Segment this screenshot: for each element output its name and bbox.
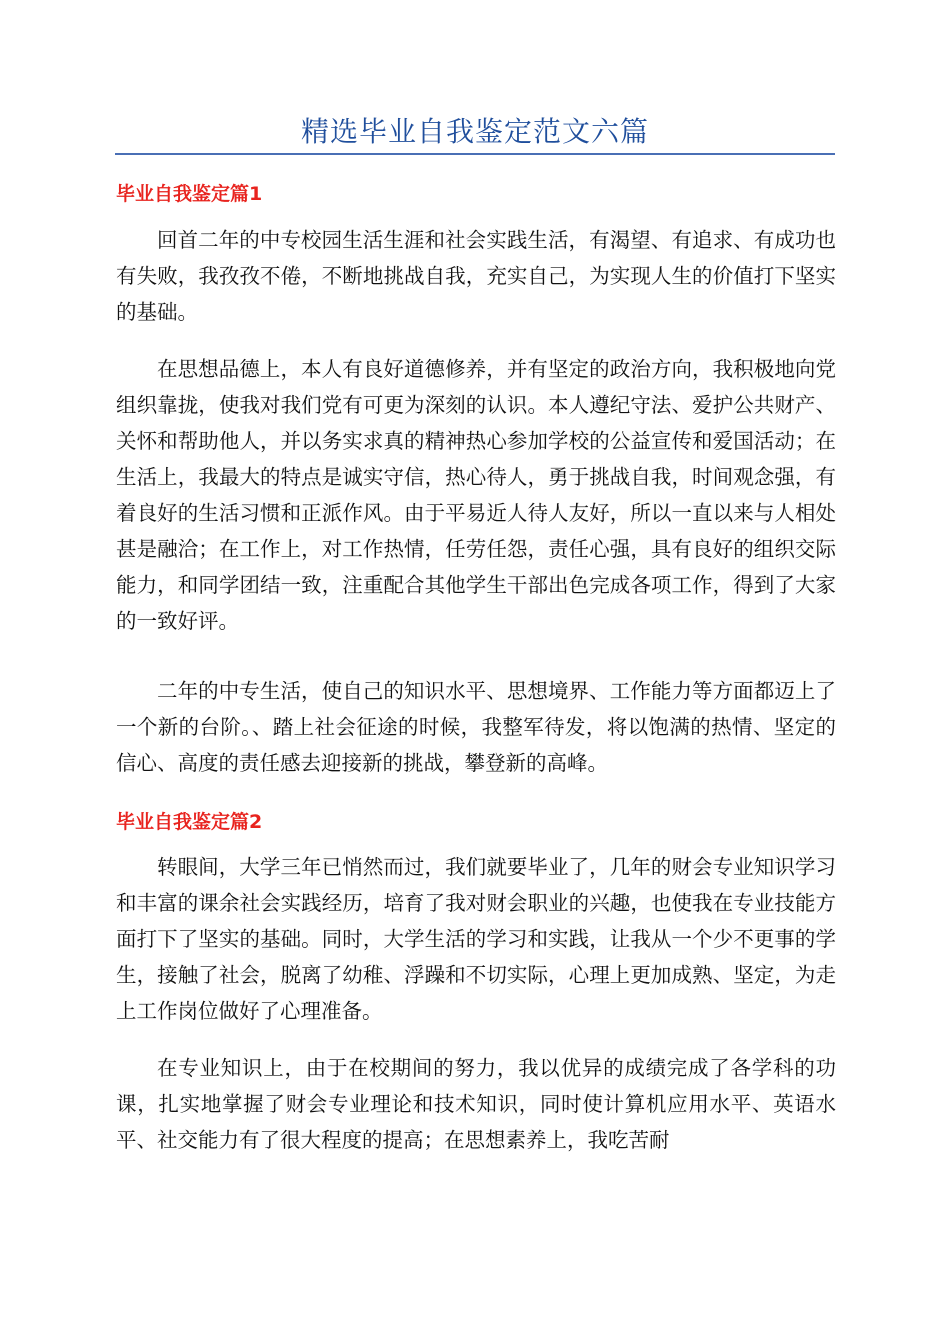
section-heading-1: 毕业自我鉴定篇1 — [116, 183, 263, 205]
section-1-paragraph-2: 在思想品德上，本人有良好道德修养，并有坚定的政治方向，我积极地向党组织靠拢，使我对我们党有可更为深刻的认识。本人遵纪守法、爱护公共财产、关怀和帮助他人，并以务实求真的精神热心参加学校的公益宣传和爱国活动；在生活上，我最大的特点是诚实守信，热心待人，勇于挑战自我，时间观念强，有着良好的生活习惯和正派作风。由于平易近人待人友好，所以一直以来与人相处甚是融洽；在工作上，对工作热情，任劳任怨，责任心强，具有良好的组织交际能力，和同学团结一致，注重配合其他学生干部出色完成各项工作，得到了大家的一致好评。 — [116, 357, 836, 633]
section-1-paragraph-1: 回首二年的中专校园生活生涯和社会实践生活，有渴望、有追求、有成功也有失败，我孜孜不倦，不断地挑战自我，充实自己，为实现人生的价值打下坚实的基础。 — [116, 228, 836, 324]
document-title: 精选毕业自我鉴定范文六篇 — [300, 115, 649, 148]
title-underline — [115, 153, 835, 155]
section-2-paragraph-2: 在专业知识上，由于在校期间的努力，我以优异的成绩完成了各学科的功课，扎实地掌握了财会专业理论和技术知识，同时使计算机应用水平、英语水平、社交能力有了很大程度的提高；在思想素养上，我吃苦耐 — [116, 1056, 836, 1152]
section-2-paragraph-1: 转眼间，大学三年已悄然而过，我们就要毕业了，几年的财会专业知识学习和丰富的课余社会实践经历，培育了我对财会职业的兴趣，也使我在专业技能方面打下了坚实的基础。同时，大学生活的学习和实践，让我从一个少不更事的学生，接触了社会，脱离了幼稚、浮躁和不切实际，心理上更加成熟、坚定，为走上工作岗位做好了心理准备。 — [116, 855, 836, 1023]
section-1-paragraph-3: 二年的中专生活，使自己的知识水平、思想境界、工作能力等方面都迈上了一个新的台阶。、踏上社会征途的时候，我整军待发，将以饱满的热情、坚定的信心、高度的责任感去迎接新的挑战，攀登新的高峰。 — [116, 679, 836, 775]
section-heading-2: 毕业自我鉴定篇2 — [116, 811, 263, 833]
